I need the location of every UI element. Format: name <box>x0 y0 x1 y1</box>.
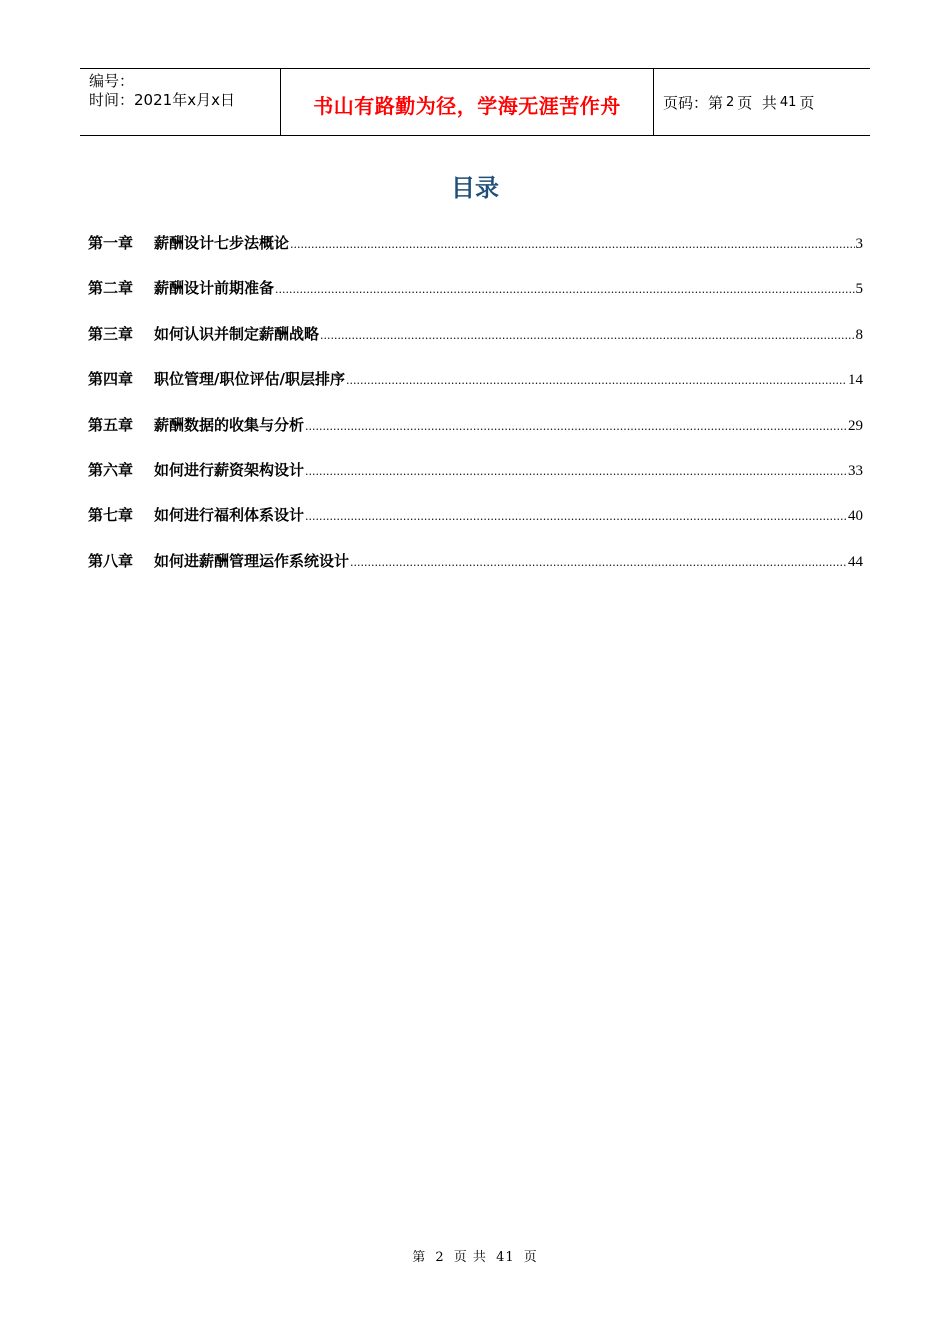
toc-chapter-label: 第一章 <box>88 234 134 252</box>
toc-entry[interactable] <box>88 459 863 504</box>
toc-dot-leader <box>346 374 847 387</box>
toc-chapter-label: 第三章 <box>88 324 134 343</box>
toc-chapter-label: 第七章 <box>88 506 134 525</box>
toc-page-number: 3 <box>855 236 863 252</box>
page-label: 页码：第 <box>663 93 724 112</box>
header-info-cell <box>80 69 281 135</box>
toc-dot-leader <box>275 283 854 296</box>
toc-dot-leader <box>290 238 854 251</box>
motto-text: 书山有路勤为径，学海无涯苦作舟 <box>313 93 621 118</box>
footer-total: 41 <box>496 1250 515 1265</box>
header-table <box>80 68 870 136</box>
toc-entry[interactable] <box>88 550 863 595</box>
time-value: 2021年x月x日 <box>134 91 235 109</box>
toc-dot-leader <box>350 556 847 569</box>
toc-chapter-label: 第六章 <box>88 460 134 479</box>
toc-title: 目录 <box>451 174 499 202</box>
toc-chapter-title: 如何认识并制定薪酬战略 <box>154 324 320 343</box>
footer-current: 2 <box>435 1250 445 1265</box>
toc-chapter-title: 如何进行福利体系设计 <box>154 506 305 525</box>
toc-chapter-title: 薪酬设计前期准备 <box>154 279 275 298</box>
page-suffix: 页 <box>799 93 815 112</box>
toc-dot-leader <box>320 329 854 342</box>
toc-page-number: 44 <box>848 553 863 570</box>
page-footer <box>0 1246 950 1265</box>
time-line <box>89 91 280 110</box>
toc-chapter-title: 职位管理/职位评估/职层排序 <box>154 370 345 389</box>
toc-chapter-title: 薪酬数据的收集与分析 <box>154 415 305 434</box>
toc-chapter-label: 第二章 <box>88 279 134 298</box>
toc-page-number: 40 <box>848 508 863 525</box>
toc-page-number: 14 <box>848 372 863 389</box>
toc-dot-leader <box>305 420 847 433</box>
toc-entry[interactable] <box>88 504 863 549</box>
toc-list <box>88 232 863 595</box>
toc-entry[interactable] <box>88 414 863 459</box>
toc-chapter-title: 薪酬设计七步法概论 <box>154 234 290 252</box>
toc-entry[interactable] <box>88 323 863 368</box>
page-total: 41 <box>779 94 797 110</box>
footer-suffix: 页 <box>523 1250 538 1265</box>
toc-page-number: 29 <box>848 417 863 434</box>
toc-dot-leader <box>305 465 847 478</box>
toc-page-number: 5 <box>855 281 863 298</box>
time-label: 时间： <box>89 91 135 109</box>
toc-chapter-label: 第五章 <box>88 415 134 434</box>
page-mid: 页 共 <box>737 93 777 112</box>
footer-prefix: 第 <box>412 1250 427 1265</box>
toc-dot-leader <box>305 510 847 523</box>
serial-label: 编号： <box>89 72 135 90</box>
toc-entry[interactable] <box>88 277 863 322</box>
toc-page-number: 33 <box>848 462 863 479</box>
toc-entry[interactable] <box>88 368 863 413</box>
footer-mid: 页 共 <box>453 1250 487 1265</box>
toc-chapter-title: 如何进行薪资架构设计 <box>154 460 305 479</box>
toc-chapter-title: 如何进薪酬管理运作系统设计 <box>154 551 350 570</box>
page-current: 2 <box>726 94 735 110</box>
header-page-cell <box>654 69 870 135</box>
toc-chapter-label: 第四章 <box>88 370 134 389</box>
toc-chapter-label: 第八章 <box>88 551 134 570</box>
toc-entry[interactable] <box>88 232 863 277</box>
header-motto-cell <box>281 69 654 135</box>
toc-page-number: 8 <box>855 326 863 343</box>
